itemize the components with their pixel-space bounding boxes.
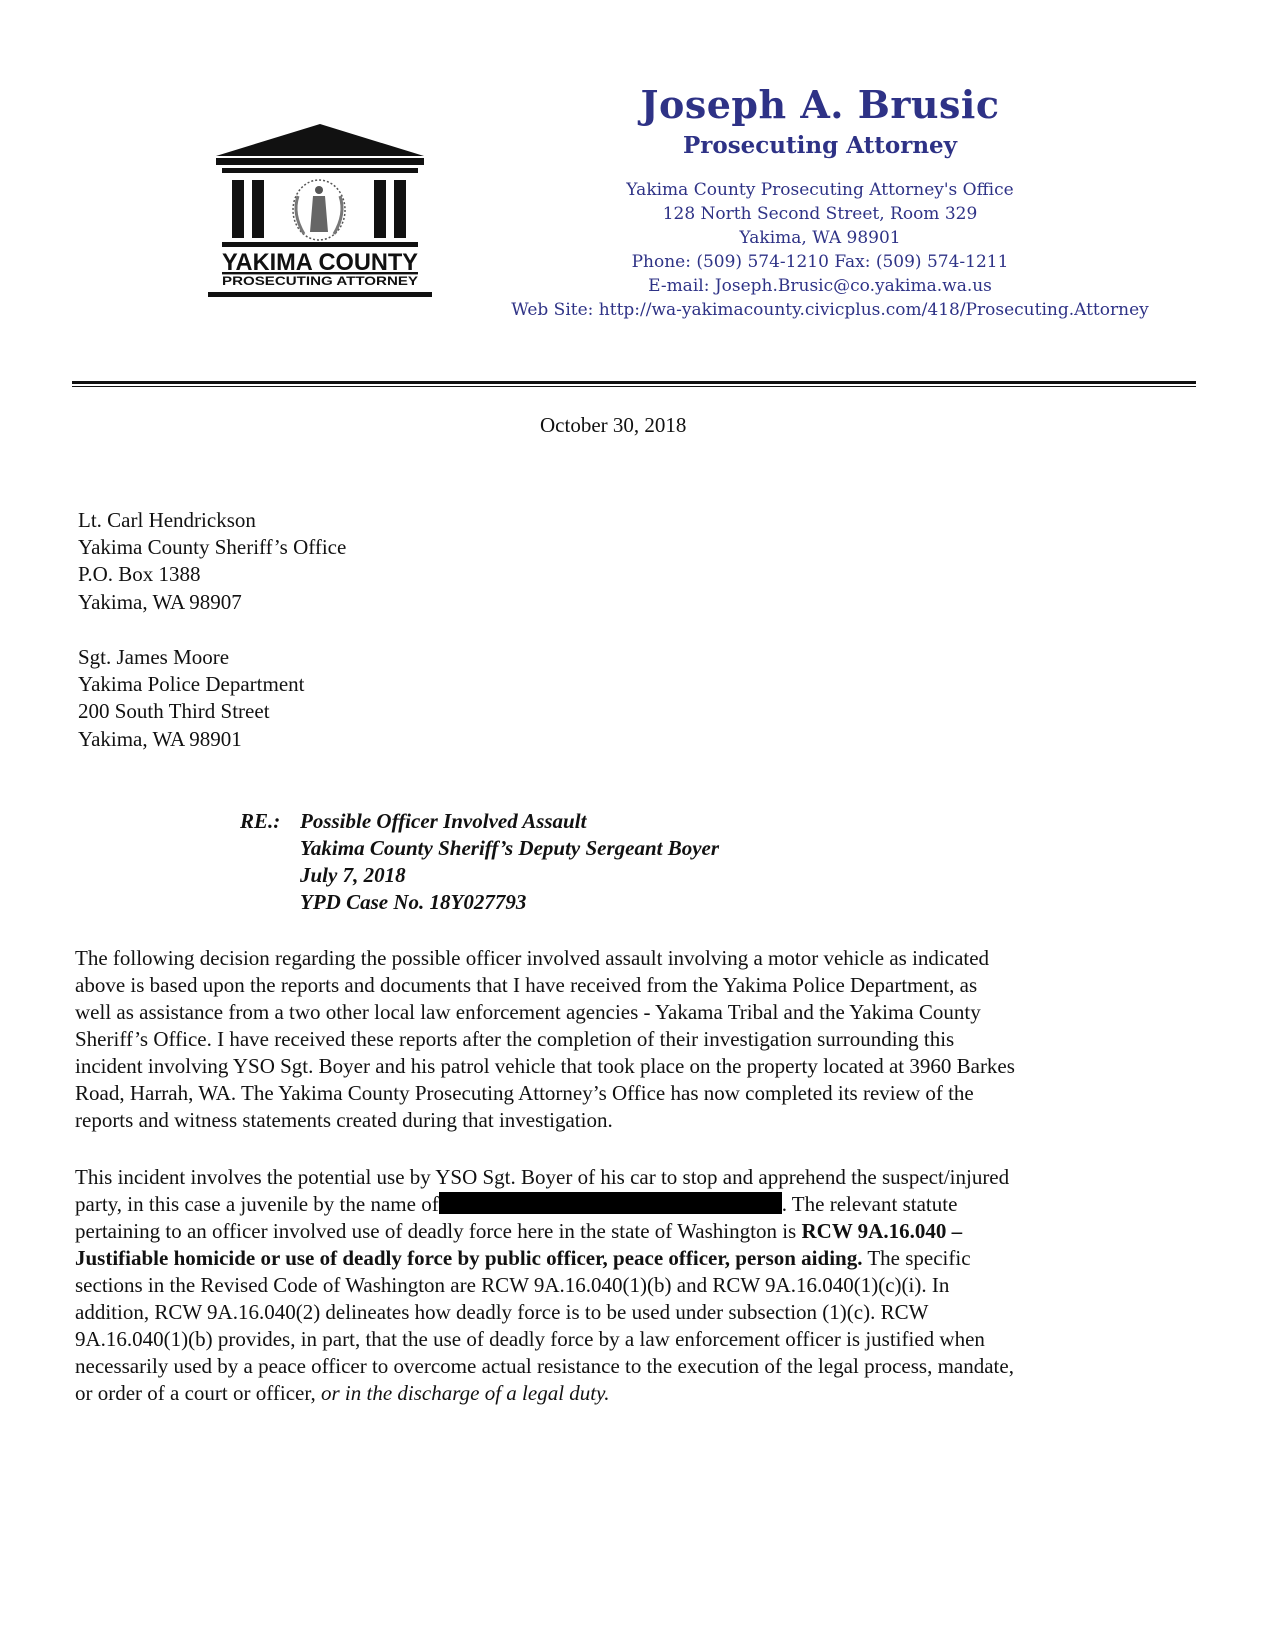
office-name: Yakima County Prosecuting Attorney's Office xyxy=(626,180,1014,200)
re-incident-date: July 7, 2018 xyxy=(300,863,406,887)
recipient1-org: Yakima County Sheriff’s Office xyxy=(78,535,347,559)
logo-column xyxy=(232,180,244,238)
logo-underline-bar xyxy=(208,292,432,297)
letterhead-divider-thin xyxy=(72,386,1196,387)
paragraph-1-line: above is based upon the reports and documents that I have received from the Yakima Police Department, as xyxy=(75,973,978,997)
paragraph-2-line xyxy=(75,1380,1195,1407)
paragraph-1-line: The following decision regarding the possible officer involved assault involving a motor vehicle as indicated xyxy=(75,946,990,970)
office-email: E-mail: Joseph.Brusic@co.yakima.wa.us xyxy=(648,276,992,296)
paragraph-1-line: Road, Harrah, WA. The Yakima County Prosecuting Attorney’s Office has now completed its review of the xyxy=(75,1081,974,1105)
paragraph-1-line: Sheriff’s Office. I have received these reports after the completion of their investigation surrounding this xyxy=(75,1027,955,1051)
office-phone-fax: Phone: (509) 574-1210 Fax: (509) 574-1211 xyxy=(631,252,1009,272)
letter-date: October 30, 2018 xyxy=(540,413,687,437)
recipient2-name: Sgt. James Moore xyxy=(78,645,230,669)
re-subject: Possible Officer Involved Assault xyxy=(300,809,587,833)
county-seal-logo xyxy=(208,124,432,304)
letterhead-divider xyxy=(72,381,1196,384)
paragraph-1 xyxy=(75,945,1195,1134)
logo-beam xyxy=(222,168,418,173)
re-case-number: YPD Case No. 18Y027793 xyxy=(300,890,527,914)
emphasis-text: or in the discharge of a legal duty. xyxy=(321,1381,610,1405)
paragraph-1-line: reports and witness statements created during that investigation. xyxy=(75,1108,613,1132)
logo-text-attorney: PROSECUTING ATTORNEY xyxy=(222,274,418,288)
recipient1-city: Yakima, WA 98907 xyxy=(78,590,242,614)
re-label: RE.: xyxy=(240,809,281,833)
justice-wreath-left xyxy=(296,196,304,234)
paragraph-2-text: The specific xyxy=(862,1246,971,1270)
recipient2-org: Yakima Police Department xyxy=(78,672,305,696)
attorney-name: Joseph A. Brusic xyxy=(640,82,1000,127)
recipient2-city: Yakima, WA 98901 xyxy=(78,727,242,751)
paragraph-2-line: This incident involves the potential use by YSO Sgt. Boyer of his car to stop and apprehend the suspect/injured xyxy=(75,1165,1010,1189)
paragraph-2-line: 9A.16.040(1)(b) provides, in part, that the use of deadly force by a law enforcement officer is justified when xyxy=(75,1327,985,1351)
paragraph-2-text: . The relevant statute xyxy=(781,1192,958,1216)
office-website: Web Site: http://wa-yakimacounty.civicplus.com/418/Prosecuting.Attorney xyxy=(511,300,1149,320)
paragraph-2 xyxy=(75,1164,1195,1407)
office-street: 128 North Second Street, Room 329 xyxy=(662,204,978,224)
justice-figure-head xyxy=(315,186,323,194)
paragraph-2-line: sections in the Revised Code of Washington are RCW 9A.16.040(1)(b) and RCW 9A.16.040(1)(c)(i). In xyxy=(75,1273,950,1297)
logo-column xyxy=(252,180,264,238)
paragraph-2-line xyxy=(75,1218,1195,1245)
paragraph-2-line xyxy=(75,1245,1195,1272)
recipient1-name: Lt. Carl Hendrickson xyxy=(78,508,256,532)
recipient1-street: P.O. Box 1388 xyxy=(78,562,201,586)
paragraph-1-line: incident involving YSO Sgt. Boyer and his patrol vehicle that took place on the property located at 3960 Barkes xyxy=(75,1054,1015,1078)
logo-column xyxy=(374,180,386,238)
re-subject-officer: Yakima County Sheriff’s Deputy Sergeant Boyer xyxy=(300,836,720,860)
statute-reference: RCW 9A.16.040 – xyxy=(801,1219,963,1243)
logo-text-county: YAKIMA COUNTY xyxy=(222,249,418,276)
recipient2-street: 200 South Third Street xyxy=(78,699,270,723)
paragraph-2-line: addition, RCW 9A.16.040(2) delineates how deadly force is to be used under subsection (1)(c). RCW xyxy=(75,1300,929,1324)
logo-column xyxy=(394,180,406,238)
justice-figure-body xyxy=(310,196,328,232)
paragraph-2-line: necessarily used by a peace officer to overcome actual resistance to the execution of the legal process, mandate, xyxy=(75,1354,1014,1378)
justice-wreath-right xyxy=(334,196,342,234)
redaction-bar xyxy=(439,1192,782,1214)
paragraph-2-text: pertaining to an officer involved use of deadly force here in the state of Washington is xyxy=(75,1219,802,1243)
office-city: Yakima, WA 98901 xyxy=(739,228,901,248)
logo-roof-shape xyxy=(216,124,424,156)
attorney-title: Prosecuting Attorney xyxy=(682,132,958,159)
paragraph-2-line xyxy=(75,1191,1195,1218)
paragraph-1-line: well as assistance from a two other local law enforcement agencies - Yakama Tribal and the Yakima County xyxy=(75,1000,981,1024)
logo-base-bar xyxy=(222,242,418,247)
statute-title: Justifiable homicide or use of deadly force by public officer, peace officer, person aiding. xyxy=(75,1246,863,1270)
paragraph-2-text: or order of a court or officer, xyxy=(75,1381,321,1405)
paragraph-2-text: party, in this case a juvenile by the name of xyxy=(75,1192,439,1216)
logo-roof-bar xyxy=(216,158,424,165)
